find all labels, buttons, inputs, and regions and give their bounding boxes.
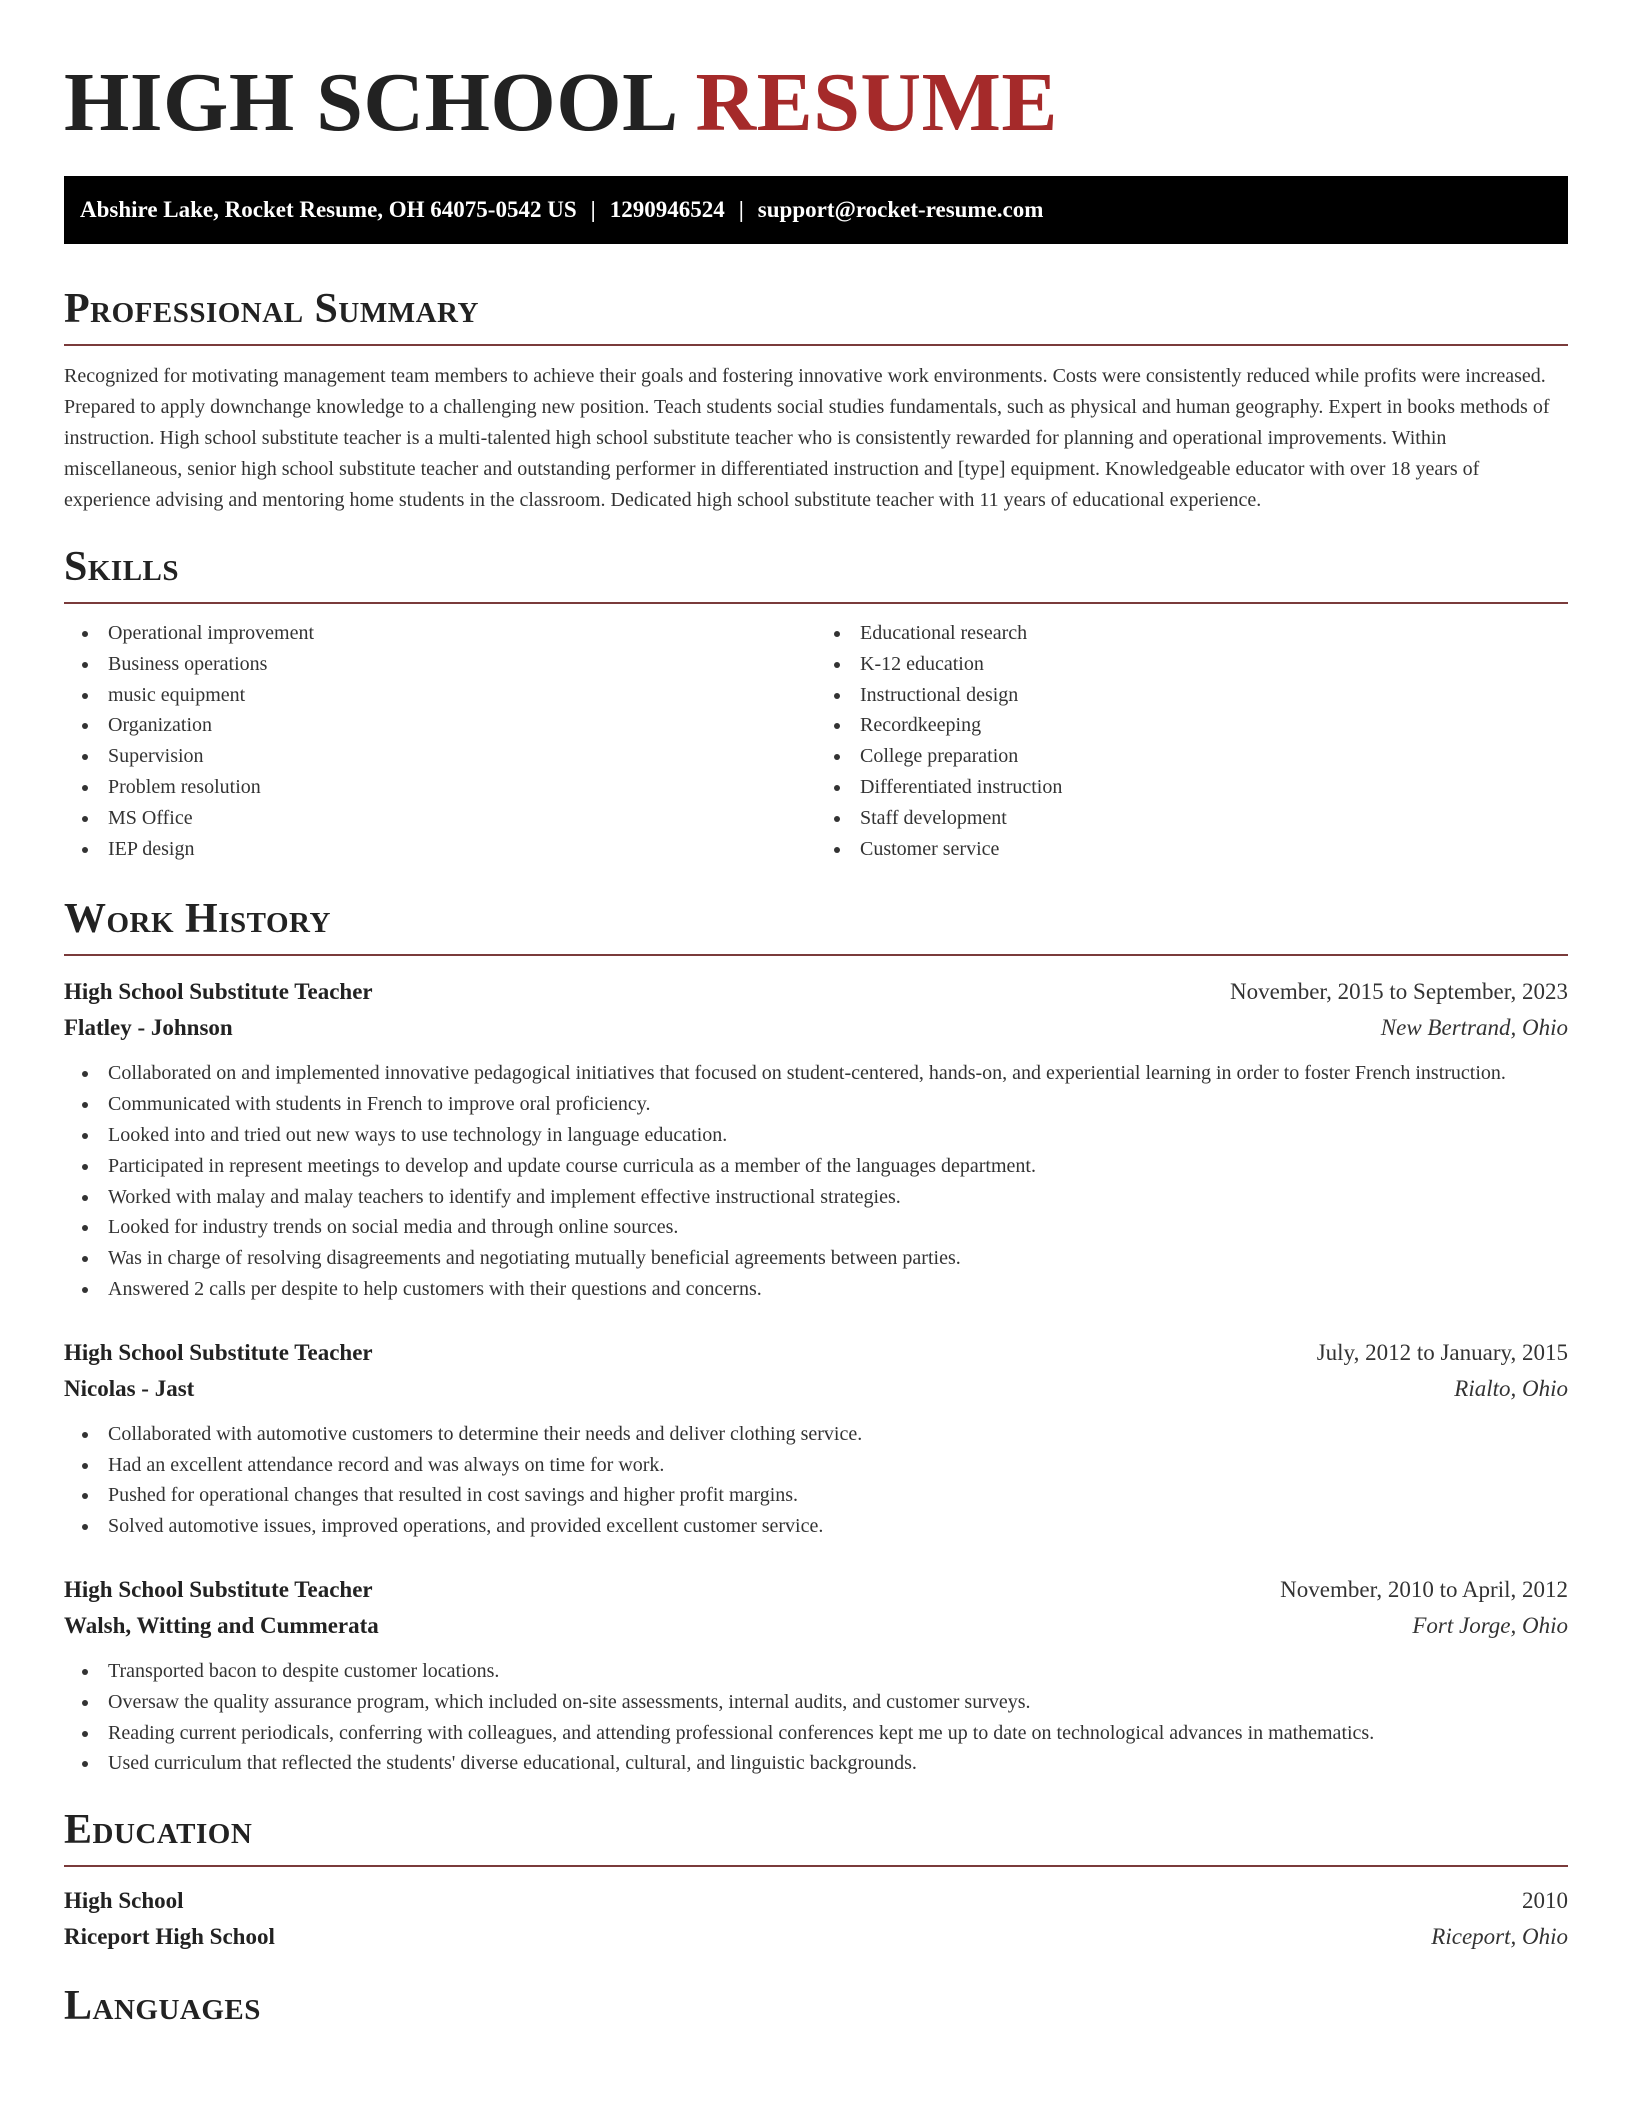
skill-item: Supervision xyxy=(108,741,816,772)
job-bullets xyxy=(64,1419,1568,1542)
job-bullets xyxy=(64,1058,1568,1304)
title-accent: RESUME xyxy=(695,56,1058,149)
section-heading: Skills xyxy=(64,544,180,590)
job-bullet: Answered 2 calls per despite to help customers with their questions and concerns. xyxy=(108,1274,1568,1305)
skill-item: IEP design xyxy=(108,834,816,865)
contact-address: Abshire Lake, Rocket Resume, OH 64075-0542 US xyxy=(80,197,577,222)
skills-column-left xyxy=(64,618,816,864)
job-dates: November, 2015 to September, 2023 xyxy=(1230,979,1568,1005)
education-year: 2010 xyxy=(1522,1888,1568,1914)
job-bullet: Communicated with students in French to improve oral proficiency. xyxy=(108,1089,1568,1120)
contact-phone[interactable]: 1290946524 xyxy=(609,197,725,222)
education-entry xyxy=(64,1883,1568,1955)
job-bullet: Used curriculum that reflected the students' diverse educational, cultural, and linguistic backgrounds. xyxy=(108,1748,1568,1779)
skill-item: music equipment xyxy=(108,680,816,711)
job-title: High School Substitute Teacher xyxy=(64,1576,373,1602)
job-location: Fort Jorge, Ohio xyxy=(1412,1612,1568,1638)
skill-item: Business operations xyxy=(108,649,816,680)
job-company: Nicolas - Jast xyxy=(64,1375,195,1401)
summary-section xyxy=(64,284,1568,516)
skill-item: K-12 education xyxy=(860,649,1568,680)
contact-separator: | xyxy=(738,197,744,222)
job-entry xyxy=(64,974,1568,1304)
section-divider xyxy=(64,602,1568,604)
title-main: HIGH SCHOOL xyxy=(64,56,674,149)
job-entry xyxy=(64,1572,1568,1779)
job-bullet: Looked for industry trends on social media and through online sources. xyxy=(108,1212,1568,1243)
section-heading: Education xyxy=(64,1807,253,1854)
section-divider xyxy=(64,344,1568,346)
summary-text: Recognized for motivating management team members to achieve their goals and fostering innovative work environments. Costs were consistently reduced while profits were increased. Prepared to apply downchange knowledge to a challenging new position. Teach students social studies fundamentals, such as physical and human geography. Expert in books methods of instruction. High school substitute teacher is a multi-talented high school substitute teacher who is consistently rewarded for planning and operational improvements. Within miscellaneous, senior high school substitute teacher and outstanding performer in differentiated instruction and [type] equipment. Knowledgeable educator with over 18 years of experience advising and mentoring home students in the classroom. Dedicated high school substitute teacher with 11 years of educational experience. xyxy=(64,365,1550,511)
job-entry xyxy=(64,1335,1568,1542)
skill-item: Problem resolution xyxy=(108,772,816,803)
job-dates: November, 2010 to April, 2012 xyxy=(1280,1576,1568,1602)
job-bullets xyxy=(64,1656,1568,1779)
job-company-row xyxy=(64,1608,1568,1644)
education-school: Riceport High School xyxy=(64,1924,275,1950)
contact-separator: | xyxy=(590,197,596,222)
section-heading: Languages xyxy=(64,1983,261,2030)
education-school-row xyxy=(64,1919,1568,1955)
education-degree-row xyxy=(64,1883,1568,1919)
job-bullet: Collaborated on and implemented innovative pedagogical initiatives that focused on student-centered, hands-on, and experiential learning in order to foster French instruction. xyxy=(108,1058,1568,1089)
skill-item: College preparation xyxy=(860,741,1568,772)
job-bullet: Reading current periodicals, conferring with colleagues, and attending professional conferences kept me up to date on technological advances in mathematics. xyxy=(108,1718,1568,1749)
skill-item: Educational research xyxy=(860,618,1568,649)
job-bullet: Had an excellent attendance record and was always on time for work. xyxy=(108,1450,1568,1481)
contact-email[interactable]: support@rocket-resume.com xyxy=(757,197,1044,222)
job-title: High School Substitute Teacher xyxy=(64,979,373,1005)
skill-item: Customer service xyxy=(860,834,1568,865)
job-company: Flatley - Johnson xyxy=(64,1015,233,1041)
skill-item: Organization xyxy=(108,710,816,741)
section-divider xyxy=(64,954,1568,956)
job-bullet: Transported bacon to despite customer locations. xyxy=(108,1656,1568,1687)
skills-section xyxy=(64,542,1568,864)
skill-item: Instructional design xyxy=(860,680,1568,711)
section-heading: Professional Summary xyxy=(64,286,479,332)
resume-title xyxy=(64,0,1568,163)
skills-list xyxy=(64,618,1568,864)
resume-page xyxy=(64,0,1568,2031)
job-bullet: Collaborated with automotive customers to determine their needs and deliver clothing service. xyxy=(108,1419,1568,1450)
job-company-row xyxy=(64,1371,1568,1407)
job-bullet: Pushed for operational changes that resulted in cost savings and higher profit margins. xyxy=(108,1480,1568,1511)
skill-item: Recordkeeping xyxy=(860,710,1568,741)
work-history-section xyxy=(64,894,1568,1779)
job-header-row xyxy=(64,974,1568,1010)
skills-column-right xyxy=(816,618,1568,864)
section-heading: Work History xyxy=(64,896,331,943)
job-bullet: Oversaw the quality assurance program, which included on-site assessments, internal audits, and customer surveys. xyxy=(108,1687,1568,1718)
job-company-row xyxy=(64,1010,1568,1046)
job-location: New Bertrand, Ohio xyxy=(1380,1015,1568,1041)
contact-bar xyxy=(64,176,1568,244)
education-section xyxy=(64,1805,1568,1955)
job-title: High School Substitute Teacher xyxy=(64,1339,373,1365)
skill-item: Differentiated instruction xyxy=(860,772,1568,803)
job-location: Rialto, Ohio xyxy=(1454,1375,1568,1401)
job-company: Walsh, Witting and Cummerata xyxy=(64,1612,379,1638)
education-degree: High School xyxy=(64,1888,184,1914)
job-bullet: Looked into and tried out new ways to use technology in language education. xyxy=(108,1120,1568,1151)
job-header-row xyxy=(64,1572,1568,1608)
skill-item: MS Office xyxy=(108,803,816,834)
languages-section xyxy=(64,1981,1568,2031)
job-header-row xyxy=(64,1335,1568,1371)
job-bullet: Solved automotive issues, improved operations, and provided excellent customer service. xyxy=(108,1511,1568,1542)
job-bullet: Was in charge of resolving disagreements and negotiating mutually beneficial agreements between parties. xyxy=(108,1243,1568,1274)
skill-item: Operational improvement xyxy=(108,618,816,649)
job-dates: July, 2012 to January, 2015 xyxy=(1316,1339,1568,1365)
skill-item: Staff development xyxy=(860,803,1568,834)
job-bullet: Participated in represent meetings to develop and update course curricula as a member of the languages department. xyxy=(108,1151,1568,1182)
education-location: Riceport, Ohio xyxy=(1431,1924,1568,1950)
section-divider xyxy=(64,1865,1568,1867)
job-bullet: Worked with malay and malay teachers to identify and implement effective instructional strategies. xyxy=(108,1182,1568,1213)
